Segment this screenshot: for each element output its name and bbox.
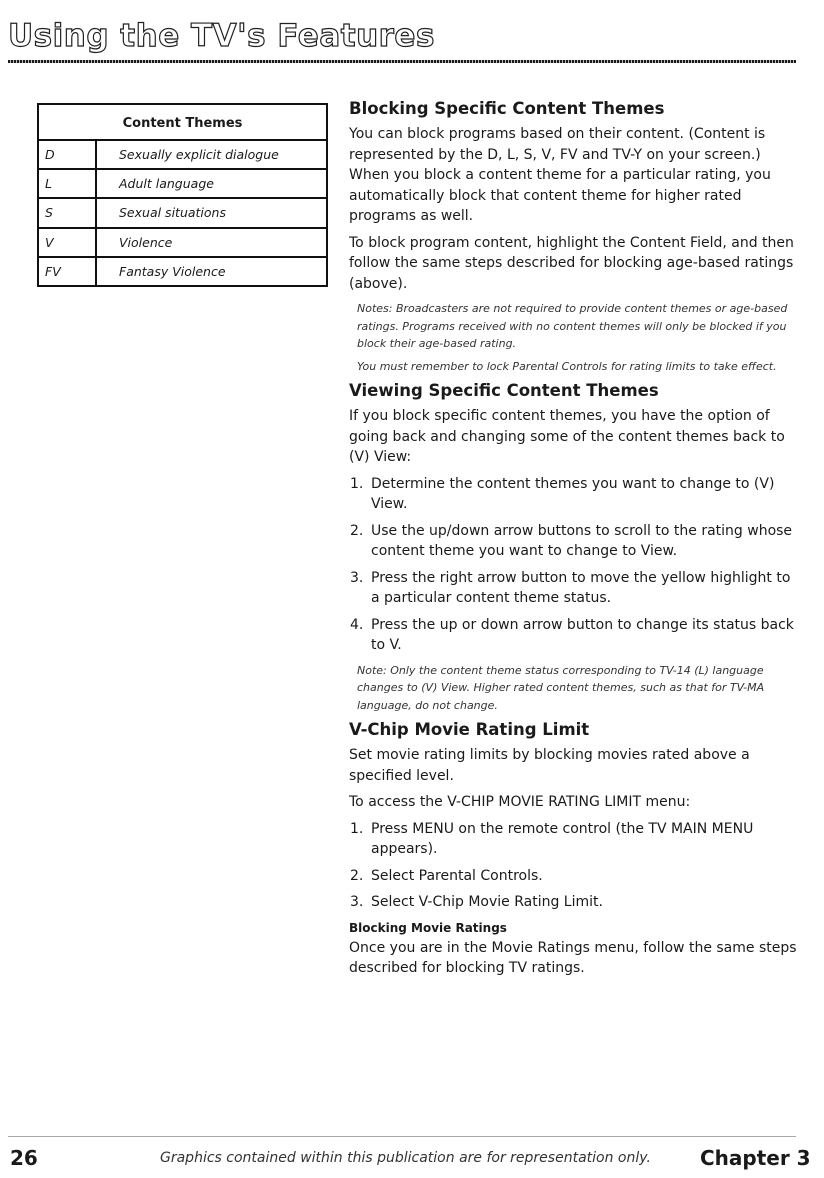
- list-item: 1. Press MENU on the remote control (the TV MAIN MENU appears).: [350, 820, 754, 857]
- table-row: [39, 229, 326, 258]
- vchip-steps: [349, 819, 799, 913]
- theme-description: Sexual situations: [119, 205, 226, 221]
- theme-code: D: [39, 141, 97, 168]
- blocking-note: You must remember to lock Parental Controls for rating limits to take effect.: [357, 359, 777, 373]
- content-themes-table: [37, 103, 328, 287]
- table-title: Content Themes: [39, 105, 326, 141]
- viewing-heading: Viewing Specific Content Themes: [349, 381, 659, 400]
- main-column: [349, 98, 799, 985]
- table-row: [39, 141, 326, 170]
- header-divider: [8, 60, 796, 63]
- table-row: [39, 170, 326, 199]
- theme-code: S: [39, 199, 97, 226]
- blocking-movie-subheading: Blocking Movie Ratings: [349, 920, 507, 935]
- page-number: 26: [10, 1146, 38, 1170]
- list-item: 1. Determine the content themes you want to change to (V) View.: [350, 475, 775, 512]
- theme-description: Violence: [119, 234, 173, 250]
- list-item: 3. Select V-Chip Movie Rating Limit.: [350, 894, 603, 910]
- blocking-note: Notes: Broadcasters are not required to provide content themes or age-based ratings. Programs received with no content themes will only be blocked if you block their age-based rating.: [357, 302, 788, 350]
- list-item: 2. Use the up/down arrow buttons to scroll to the rating whose content theme you want to change to View.: [350, 522, 793, 559]
- page-title: Using the TV's Features: [8, 18, 435, 54]
- blocking-paragraph: To block program content, highlight the Content Field, and then follow the same steps described for blocking age-based ratings (above).: [349, 234, 794, 292]
- blocking-paragraph: You can block programs based on their content. (Content is represented by the D, L, S, V, FV and TV-Y on your screen.) When you block a content theme for a particular rating, you automatically block that content theme for higher rated programs as well.: [349, 126, 771, 224]
- table-row: [39, 258, 326, 287]
- blocking-heading: Blocking Specific Content Themes: [349, 99, 665, 118]
- theme-description: Fantasy Violence: [119, 263, 226, 279]
- vchip-paragraph: To access the V-CHIP MOVIE RATING LIMIT menu:: [349, 794, 691, 810]
- theme-description: Sexually explicit dialogue: [119, 147, 279, 162]
- theme-code: FV: [39, 258, 97, 287]
- list-item: 4. Press the up or down arrow button to change its status back to V.: [350, 616, 794, 653]
- footer-divider: [8, 1136, 796, 1137]
- vchip-paragraph: Once you are in the Movie Ratings menu, follow the same steps described for blocking TV ratings.: [349, 939, 797, 976]
- viewing-paragraph: If you block specific content themes, you have the option of going back and changing some of the content themes back to (V) View:: [349, 408, 785, 465]
- chapter-label: Chapter 3: [700, 1146, 811, 1170]
- list-item: 3. Press the right arrow button to move the yellow highlight to a particular content theme status.: [350, 569, 791, 606]
- viewing-steps: [349, 474, 799, 656]
- table-row: [39, 199, 326, 228]
- theme-code: V: [39, 229, 97, 256]
- list-item: 2. Select Parental Controls.: [350, 867, 543, 884]
- theme-code: L: [39, 170, 97, 197]
- viewing-note: Note: Only the content theme status corresponding to TV-14 (L) language changes to (V) View. Higher rated content themes, such as that for TV-MA language, do not change.: [357, 663, 765, 712]
- theme-description: Adult language: [119, 176, 214, 192]
- footer-disclaimer: Graphics contained within this publication are for representation only.: [160, 1150, 651, 1166]
- vchip-heading: V-Chip Movie Rating Limit: [349, 720, 590, 739]
- vchip-paragraph: Set movie rating limits by blocking movies rated above a specified level.: [349, 747, 750, 784]
